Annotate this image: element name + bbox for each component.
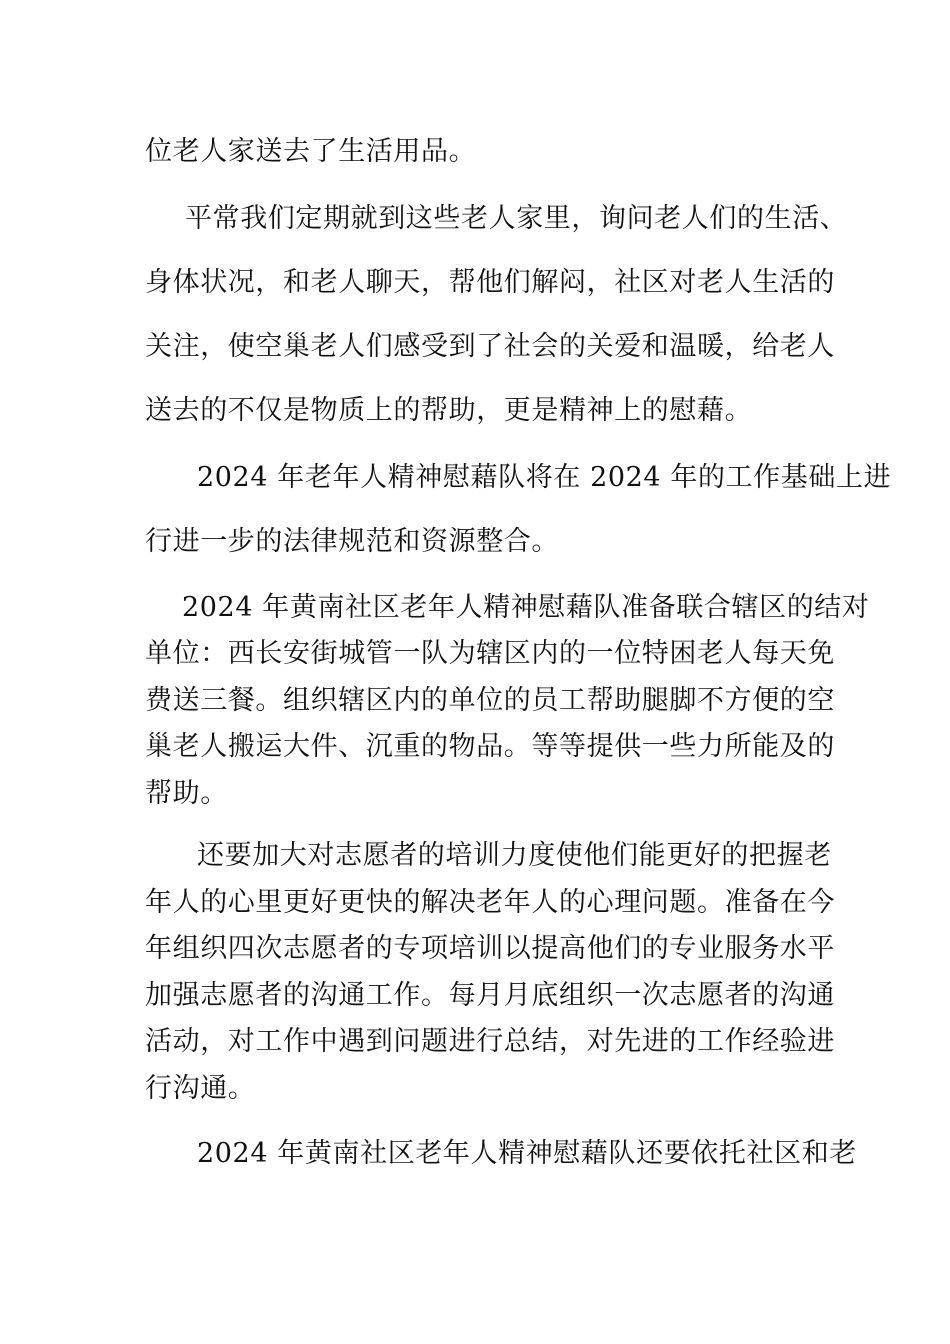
- text-line: 身体状况，和老人聊天，帮他们解闷，社区对老人生活的: [145, 267, 835, 298]
- text-line: 关注，使空巢老人们感受到了社会的关爱和温暖，给老人: [145, 331, 835, 362]
- text-line: 帮助。: [145, 778, 228, 809]
- text-line: 年人的心里更好更快的解决老年人的心理问题。准备在今: [145, 887, 835, 918]
- paragraph-first-line: 还要加大对志愿者的培训力度使他们能更好的把握老: [197, 840, 832, 871]
- text-line: 单位：西长安街城管一队为辖区内的一位特困老人每天免: [145, 638, 835, 669]
- text-line: 活动，对工作中遇到问题进行总结，对先进的工作经验进: [145, 1026, 835, 1057]
- text-line: 年组织四次志愿者的专项培训以提高他们的专业服务水平: [145, 933, 835, 964]
- text-line: 位老人家送去了生活用品。: [145, 136, 477, 167]
- paragraph-first-line: 平常我们定期就到这些老人家里，询问老人们的生活、: [185, 203, 848, 234]
- text-line: 巢老人搬运大件、沉重的物品。等等提供一些力所能及的: [145, 731, 835, 762]
- text-line: 行沟通。: [145, 1073, 256, 1104]
- text-line: 加强志愿者的沟通工作。每月月底组织一次志愿者的沟通: [145, 980, 835, 1011]
- text-line: 费送三餐。组织辖区内的单位的员工帮助腿脚不方便的空: [145, 685, 835, 716]
- paragraph-first-line: 2024 年黄南社区老年人精神慰藉队还要依托社区和老: [197, 1138, 857, 1169]
- paragraph-first-line: 2024 年老年人精神慰藉队将在 2024 年的工作基础上进: [197, 462, 892, 493]
- paragraph-first-line: 2024 年黄南社区老年人精神慰藉队准备联合辖区的结对: [182, 592, 870, 623]
- text-line: 行进一步的法律规范和资源整合。: [145, 526, 559, 557]
- text-line: 送去的不仅是物质上的帮助，更是精神上的慰藉。: [145, 395, 753, 426]
